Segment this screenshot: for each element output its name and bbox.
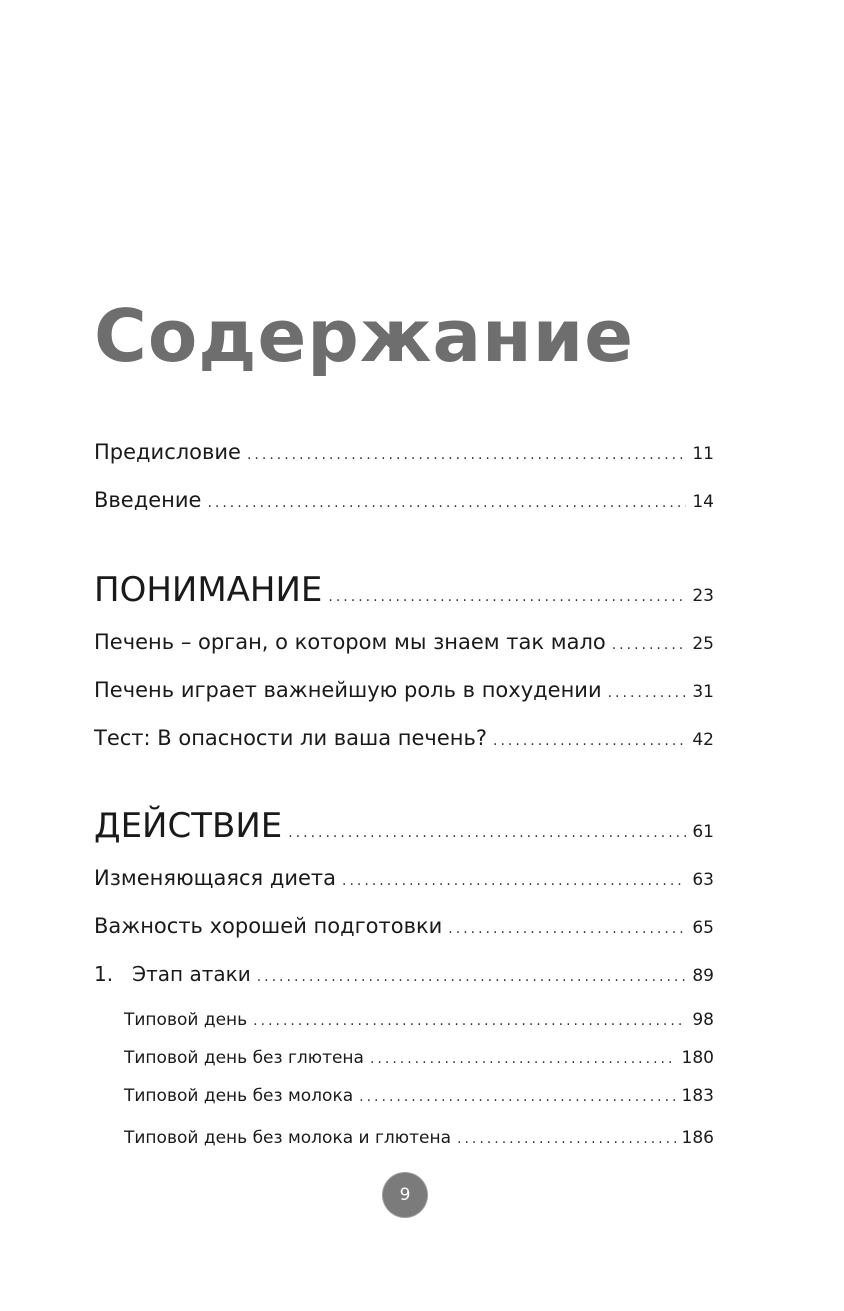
toc-entry-page: 89 [692,966,714,986]
leader-dots [493,733,686,749]
toc-section-label: ДЕЙСТВИЕ [94,806,283,846]
toc-entry[interactable] [94,678,714,702]
toc-entry-label: Печень играет важнейшую роль в похудении [94,678,602,702]
toc-entry-page: 63 [692,870,714,890]
toc-entry-label: Типовой день без молока [124,1086,354,1106]
toc-entry-label: Типовой день без глютена [124,1048,364,1068]
toc-section-label: ПОНИМАНИЕ [94,570,323,610]
toc-entry-label: Предисловие [94,440,241,464]
toc-entry-page: 25 [692,634,714,654]
toc-entry-page: 42 [692,730,714,750]
leader-dots [370,1051,676,1067]
toc-entry-introduction[interactable] [94,488,714,512]
toc-entry[interactable] [94,726,714,750]
toc-entry-page: 180 [681,1048,714,1068]
toc-entry-page: 186 [681,1128,714,1148]
toc-entry[interactable] [94,866,714,890]
toc-entry-page: 31 [692,682,714,702]
leader-dots [612,637,687,653]
toc-entry-label: Типовой день [124,1010,248,1030]
toc-entry-page: 61 [692,822,714,842]
toc-entry-page: 98 [692,1010,714,1030]
toc-subentry[interactable] [124,1086,714,1106]
toc-subentry[interactable] [124,1010,714,1030]
toc-entry-label: Типовой день без молока и глютена [124,1128,451,1148]
toc-entry-label: Введение [94,488,202,512]
leader-dots [207,495,686,511]
toc-entry-page: 65 [692,918,714,938]
leader-dots [359,1089,675,1105]
toc-section-action[interactable] [94,806,714,846]
leader-dots [608,685,687,701]
toc-entry-label: Изменяющаяся диета [94,866,337,890]
toc-section-understanding[interactable] [94,570,714,610]
toc-entry[interactable] [94,914,714,938]
toc-entry-numbered[interactable] [94,962,714,986]
toc-entry[interactable] [94,630,714,654]
toc-entry-label: 1. Этап атаки [94,962,251,986]
leader-dots [448,921,686,937]
toc-entry-page: 23 [692,586,714,606]
leader-dots [342,873,686,889]
toc-subentry[interactable] [124,1048,714,1068]
toc-entry-page: 14 [692,492,714,512]
page-title: Содержание [94,294,635,378]
toc-entry-label: Важность хорошей подготовки [94,914,443,938]
toc-entry-label: Печень – орган, о котором мы знаем так мало [94,630,606,654]
page-number-badge: 9 [383,1173,427,1217]
leader-dots [328,589,686,605]
leader-dots [457,1131,676,1147]
leader-dots [288,825,686,841]
leader-dots [257,969,687,985]
leader-dots [247,447,686,463]
toc-entry-preface[interactable] [94,440,714,464]
toc-entry-label: Тест: В опасности ли ваша печень? [94,726,488,750]
toc-subentry[interactable] [124,1128,714,1148]
toc-entry-page: 183 [681,1086,714,1106]
leader-dots [253,1013,686,1029]
toc-entry-page: 11 [692,444,714,464]
